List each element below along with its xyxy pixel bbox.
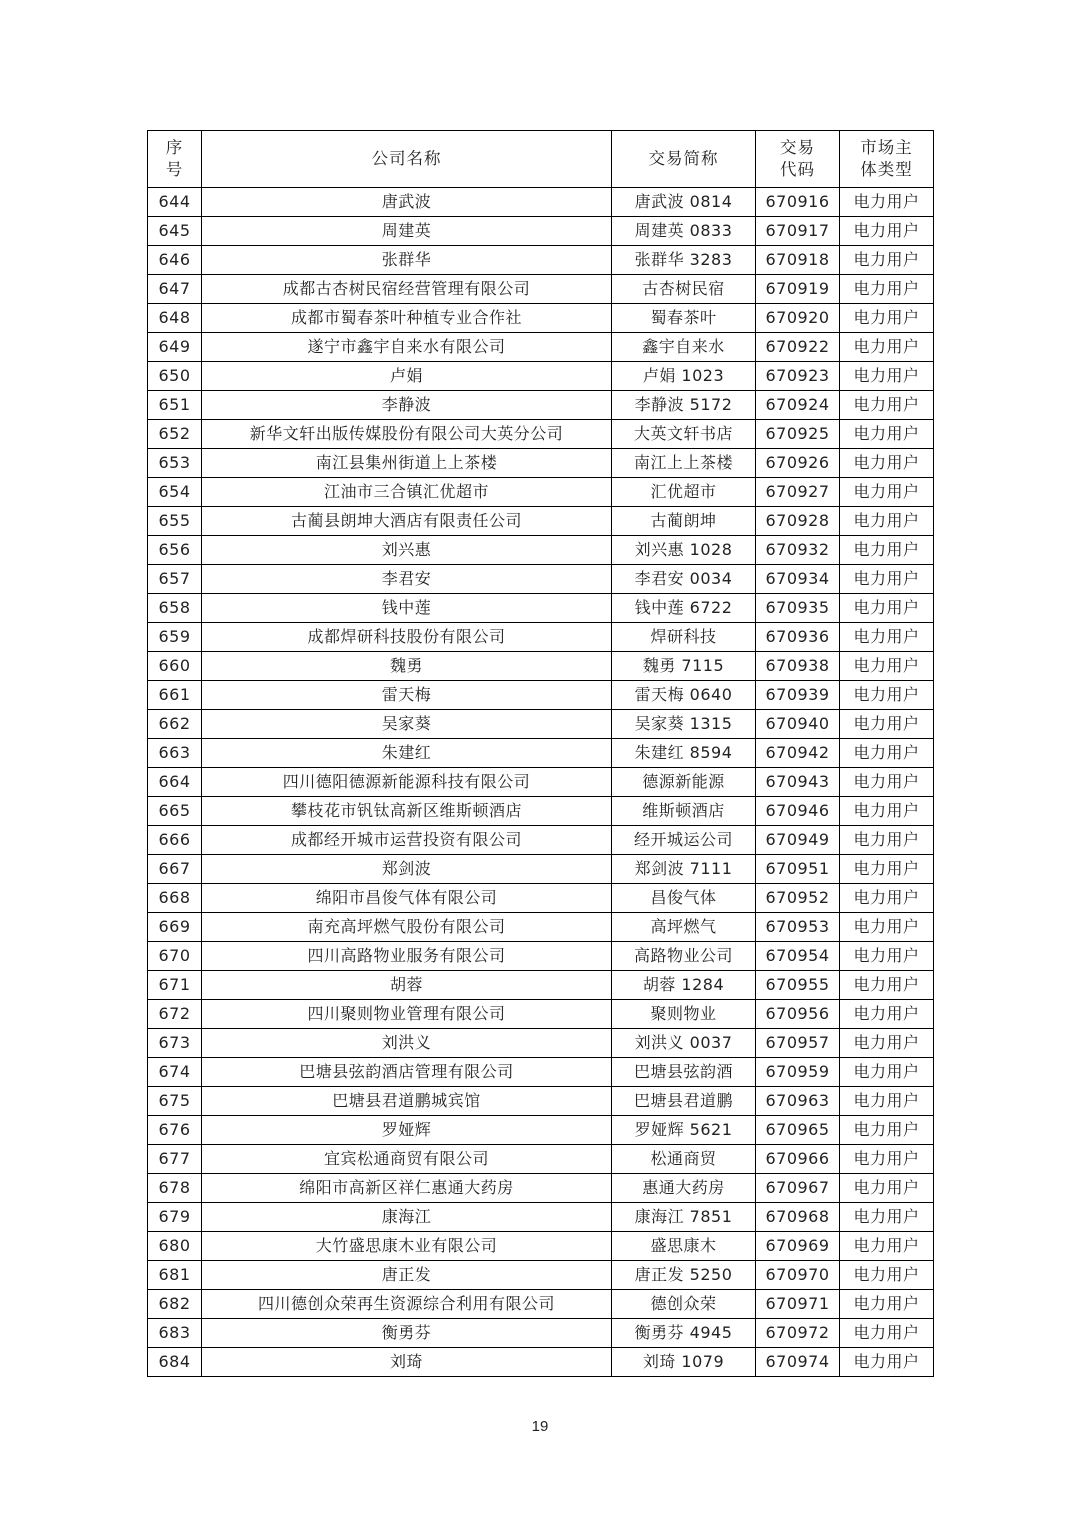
cell-short-name: 罗娅辉 5621 xyxy=(612,1116,756,1145)
table-row xyxy=(148,710,934,739)
cell-company: 巴塘县君道鹏城宾馆 xyxy=(202,1087,612,1116)
table-row xyxy=(148,739,934,768)
cell-company: 周建英 xyxy=(202,217,612,246)
cell-code: 670940 xyxy=(756,710,840,739)
cell-short-name: 蜀春茶叶 xyxy=(612,304,756,333)
cell-short-name: 德源新能源 xyxy=(612,768,756,797)
cell-no: 649 xyxy=(148,333,202,362)
cell-entity-type: 电力用户 xyxy=(840,1174,934,1203)
cell-no: 654 xyxy=(148,478,202,507)
cell-no: 680 xyxy=(148,1232,202,1261)
cell-no: 671 xyxy=(148,971,202,1000)
cell-no: 645 xyxy=(148,217,202,246)
cell-code: 670956 xyxy=(756,1000,840,1029)
cell-short-name: 刘兴惠 1028 xyxy=(612,536,756,565)
cell-no: 664 xyxy=(148,768,202,797)
cell-code: 670968 xyxy=(756,1203,840,1232)
cell-no: 666 xyxy=(148,826,202,855)
table-row xyxy=(148,855,934,884)
header-type-line1: 市场主 xyxy=(860,138,913,157)
cell-code: 670959 xyxy=(756,1058,840,1087)
table-row xyxy=(148,913,934,942)
cell-no: 650 xyxy=(148,362,202,391)
table-row xyxy=(148,681,934,710)
cell-company: 衡勇芬 xyxy=(202,1319,612,1348)
cell-entity-type: 电力用户 xyxy=(840,623,934,652)
table-row xyxy=(148,797,934,826)
cell-short-name: 古杏树民宿 xyxy=(612,275,756,304)
cell-code: 670938 xyxy=(756,652,840,681)
cell-short-name: 雷天梅 0640 xyxy=(612,681,756,710)
cell-no: 644 xyxy=(148,188,202,217)
cell-company: 钱中莲 xyxy=(202,594,612,623)
cell-entity-type: 电力用户 xyxy=(840,536,934,565)
cell-no: 668 xyxy=(148,884,202,913)
cell-entity-type: 电力用户 xyxy=(840,1232,934,1261)
cell-short-name: 周建英 0833 xyxy=(612,217,756,246)
cell-code: 670943 xyxy=(756,768,840,797)
table-header-row xyxy=(148,131,934,188)
table-row xyxy=(148,1087,934,1116)
cell-entity-type: 电力用户 xyxy=(840,971,934,1000)
table-row xyxy=(148,188,934,217)
cell-company: 成都焊研科技股份有限公司 xyxy=(202,623,612,652)
cell-no: 661 xyxy=(148,681,202,710)
cell-no: 682 xyxy=(148,1290,202,1319)
cell-code: 670953 xyxy=(756,913,840,942)
cell-entity-type: 电力用户 xyxy=(840,362,934,391)
cell-entity-type: 电力用户 xyxy=(840,304,934,333)
table-row xyxy=(148,768,934,797)
cell-company: 绵阳市昌俊气体有限公司 xyxy=(202,884,612,913)
cell-company: 江油市三合镇汇优超市 xyxy=(202,478,612,507)
table-row xyxy=(148,478,934,507)
cell-code: 670957 xyxy=(756,1029,840,1058)
table-row xyxy=(148,1058,934,1087)
cell-code: 670951 xyxy=(756,855,840,884)
cell-entity-type: 电力用户 xyxy=(840,739,934,768)
cell-company: 唐武波 xyxy=(202,188,612,217)
cell-code: 670926 xyxy=(756,449,840,478)
header-company: 公司名称 xyxy=(202,131,612,188)
cell-company: 四川德阳德源新能源科技有限公司 xyxy=(202,768,612,797)
table-row xyxy=(148,594,934,623)
cell-entity-type: 电力用户 xyxy=(840,1000,934,1029)
cell-short-name: 吴家葵 1315 xyxy=(612,710,756,739)
cell-code: 670969 xyxy=(756,1232,840,1261)
cell-no: 667 xyxy=(148,855,202,884)
cell-no: 673 xyxy=(148,1029,202,1058)
cell-short-name: 汇优超市 xyxy=(612,478,756,507)
cell-entity-type: 电力用户 xyxy=(840,1348,934,1377)
cell-no: 676 xyxy=(148,1116,202,1145)
cell-code: 670932 xyxy=(756,536,840,565)
cell-company: 成都经开城市运营投资有限公司 xyxy=(202,826,612,855)
cell-short-name: 高路物业公司 xyxy=(612,942,756,971)
table-row xyxy=(148,1261,934,1290)
cell-company: 南充高坪燃气股份有限公司 xyxy=(202,913,612,942)
cell-no: 646 xyxy=(148,246,202,275)
table-body xyxy=(148,188,934,1377)
cell-entity-type: 电力用户 xyxy=(840,594,934,623)
cell-entity-type: 电力用户 xyxy=(840,333,934,362)
cell-entity-type: 电力用户 xyxy=(840,681,934,710)
cell-entity-type: 电力用户 xyxy=(840,710,934,739)
table-row xyxy=(148,246,934,275)
header-code-line1: 交易 xyxy=(780,138,815,157)
cell-company: 李君安 xyxy=(202,565,612,594)
cell-code: 670919 xyxy=(756,275,840,304)
cell-company: 雷天梅 xyxy=(202,681,612,710)
cell-company: 卢娟 xyxy=(202,362,612,391)
cell-company: 大竹盛思康木业有限公司 xyxy=(202,1232,612,1261)
table-row xyxy=(148,1116,934,1145)
table-row xyxy=(148,420,934,449)
cell-short-name: 南江上上茶楼 xyxy=(612,449,756,478)
cell-entity-type: 电力用户 xyxy=(840,855,934,884)
table-row xyxy=(148,217,934,246)
table-row xyxy=(148,565,934,594)
cell-entity-type: 电力用户 xyxy=(840,188,934,217)
cell-code: 670949 xyxy=(756,826,840,855)
table-row xyxy=(148,971,934,1000)
cell-short-name: 维斯顿酒店 xyxy=(612,797,756,826)
cell-company: 四川高路物业服务有限公司 xyxy=(202,942,612,971)
cell-code: 670954 xyxy=(756,942,840,971)
cell-company: 魏勇 xyxy=(202,652,612,681)
cell-code: 670922 xyxy=(756,333,840,362)
table-row xyxy=(148,333,934,362)
header-type-line2: 体类型 xyxy=(860,160,913,179)
cell-code: 670967 xyxy=(756,1174,840,1203)
cell-entity-type: 电力用户 xyxy=(840,217,934,246)
cell-code: 670971 xyxy=(756,1290,840,1319)
cell-company: 刘洪义 xyxy=(202,1029,612,1058)
table-row xyxy=(148,942,934,971)
cell-company: 罗娅辉 xyxy=(202,1116,612,1145)
cell-short-name: 唐武波 0814 xyxy=(612,188,756,217)
cell-entity-type: 电力用户 xyxy=(840,1145,934,1174)
cell-company: 吴家葵 xyxy=(202,710,612,739)
cell-company: 朱建红 xyxy=(202,739,612,768)
cell-code: 670923 xyxy=(756,362,840,391)
cell-no: 655 xyxy=(148,507,202,536)
table-row xyxy=(148,1174,934,1203)
cell-company: 新华文轩出版传媒股份有限公司大英分公司 xyxy=(202,420,612,449)
cell-short-name: 松通商贸 xyxy=(612,1145,756,1174)
header-code xyxy=(756,131,840,188)
cell-short-name: 大英文轩书店 xyxy=(612,420,756,449)
table-row xyxy=(148,449,934,478)
cell-no: 663 xyxy=(148,739,202,768)
cell-no: 677 xyxy=(148,1145,202,1174)
header-code-line2: 代码 xyxy=(780,160,815,179)
cell-company: 宜宾松通商贸有限公司 xyxy=(202,1145,612,1174)
cell-entity-type: 电力用户 xyxy=(840,391,934,420)
cell-short-name: 古蔺朗坤 xyxy=(612,507,756,536)
cell-entity-type: 电力用户 xyxy=(840,565,934,594)
table-row xyxy=(148,1000,934,1029)
cell-short-name: 高坪燃气 xyxy=(612,913,756,942)
header-no xyxy=(148,131,202,188)
cell-company: 巴塘县弦韵酒店管理有限公司 xyxy=(202,1058,612,1087)
cell-entity-type: 电力用户 xyxy=(840,1261,934,1290)
cell-short-name: 魏勇 7115 xyxy=(612,652,756,681)
cell-short-name: 康海江 7851 xyxy=(612,1203,756,1232)
cell-company: 张群华 xyxy=(202,246,612,275)
cell-company: 康海江 xyxy=(202,1203,612,1232)
cell-company: 古蔺县朗坤大酒店有限责任公司 xyxy=(202,507,612,536)
cell-short-name: 经开城运公司 xyxy=(612,826,756,855)
cell-no: 670 xyxy=(148,942,202,971)
cell-company: 成都古杏树民宿经营管理有限公司 xyxy=(202,275,612,304)
cell-company: 攀枝花市钒钛高新区维斯顿酒店 xyxy=(202,797,612,826)
table-row xyxy=(148,826,934,855)
cell-no: 653 xyxy=(148,449,202,478)
cell-short-name: 钱中莲 6722 xyxy=(612,594,756,623)
table-row xyxy=(148,1029,934,1058)
table-row xyxy=(148,275,934,304)
cell-short-name: 聚则物业 xyxy=(612,1000,756,1029)
cell-short-name: 鑫宇自来水 xyxy=(612,333,756,362)
cell-company: 郑剑波 xyxy=(202,855,612,884)
table-row xyxy=(148,391,934,420)
registry-table xyxy=(147,130,934,1377)
cell-short-name: 李静波 5172 xyxy=(612,391,756,420)
cell-no: 648 xyxy=(148,304,202,333)
cell-code: 670966 xyxy=(756,1145,840,1174)
table-row xyxy=(148,536,934,565)
cell-no: 657 xyxy=(148,565,202,594)
table-row xyxy=(148,362,934,391)
cell-short-name: 昌俊气体 xyxy=(612,884,756,913)
cell-code: 670927 xyxy=(756,478,840,507)
cell-short-name: 朱建红 8594 xyxy=(612,739,756,768)
cell-code: 670939 xyxy=(756,681,840,710)
cell-entity-type: 电力用户 xyxy=(840,1319,934,1348)
cell-entity-type: 电力用户 xyxy=(840,942,934,971)
cell-company: 胡蓉 xyxy=(202,971,612,1000)
cell-entity-type: 电力用户 xyxy=(840,1290,934,1319)
cell-short-name: 巴塘县君道鹏 xyxy=(612,1087,756,1116)
cell-entity-type: 电力用户 xyxy=(840,1058,934,1087)
cell-company: 遂宁市鑫宇自来水有限公司 xyxy=(202,333,612,362)
cell-company: 四川德创众荣再生资源综合利用有限公司 xyxy=(202,1290,612,1319)
cell-short-name: 衡勇芬 4945 xyxy=(612,1319,756,1348)
cell-code: 670955 xyxy=(756,971,840,1000)
cell-entity-type: 电力用户 xyxy=(840,797,934,826)
cell-short-name: 张群华 3283 xyxy=(612,246,756,275)
cell-short-name: 惠通大药房 xyxy=(612,1174,756,1203)
cell-short-name: 胡蓉 1284 xyxy=(612,971,756,1000)
cell-entity-type: 电力用户 xyxy=(840,420,934,449)
cell-code: 670935 xyxy=(756,594,840,623)
cell-company: 刘兴惠 xyxy=(202,536,612,565)
cell-no: 672 xyxy=(148,1000,202,1029)
cell-short-name: 巴塘县弦韵酒 xyxy=(612,1058,756,1087)
header-no-line2: 号 xyxy=(165,160,184,179)
cell-short-name: 李君安 0034 xyxy=(612,565,756,594)
cell-code: 670942 xyxy=(756,739,840,768)
cell-entity-type: 电力用户 xyxy=(840,478,934,507)
table-row xyxy=(148,507,934,536)
table-row xyxy=(148,652,934,681)
cell-entity-type: 电力用户 xyxy=(840,1029,934,1058)
cell-code: 670963 xyxy=(756,1087,840,1116)
cell-no: 665 xyxy=(148,797,202,826)
table-row xyxy=(148,1290,934,1319)
cell-short-name: 卢娟 1023 xyxy=(612,362,756,391)
cell-company: 唐正发 xyxy=(202,1261,612,1290)
cell-company: 绵阳市高新区祥仁惠通大药房 xyxy=(202,1174,612,1203)
cell-no: 660 xyxy=(148,652,202,681)
cell-no: 659 xyxy=(148,623,202,652)
table-row xyxy=(148,1348,934,1377)
cell-short-name: 郑剑波 7111 xyxy=(612,855,756,884)
cell-entity-type: 电力用户 xyxy=(840,507,934,536)
cell-code: 670928 xyxy=(756,507,840,536)
page-number: 19 xyxy=(531,1418,549,1435)
cell-code: 670972 xyxy=(756,1319,840,1348)
table-row xyxy=(148,1232,934,1261)
cell-no: 683 xyxy=(148,1319,202,1348)
cell-code: 670965 xyxy=(756,1116,840,1145)
table-row xyxy=(148,623,934,652)
cell-short-name: 刘洪义 0037 xyxy=(612,1029,756,1058)
cell-code: 670974 xyxy=(756,1348,840,1377)
cell-code: 670970 xyxy=(756,1261,840,1290)
cell-entity-type: 电力用户 xyxy=(840,913,934,942)
cell-entity-type: 电力用户 xyxy=(840,275,934,304)
cell-company: 南江县集州街道上上茶楼 xyxy=(202,449,612,478)
cell-short-name: 唐正发 5250 xyxy=(612,1261,756,1290)
table-row xyxy=(148,1319,934,1348)
table-row xyxy=(148,884,934,913)
cell-entity-type: 电力用户 xyxy=(840,1116,934,1145)
cell-code: 670924 xyxy=(756,391,840,420)
cell-no: 678 xyxy=(148,1174,202,1203)
cell-code: 670916 xyxy=(756,188,840,217)
cell-no: 656 xyxy=(148,536,202,565)
cell-entity-type: 电力用户 xyxy=(840,1087,934,1116)
cell-no: 669 xyxy=(148,913,202,942)
cell-no: 652 xyxy=(148,420,202,449)
header-no-line1: 序 xyxy=(165,138,184,157)
cell-short-name: 盛思康木 xyxy=(612,1232,756,1261)
cell-no: 662 xyxy=(148,710,202,739)
cell-code: 670934 xyxy=(756,565,840,594)
cell-entity-type: 电力用户 xyxy=(840,652,934,681)
cell-code: 670946 xyxy=(756,797,840,826)
cell-entity-type: 电力用户 xyxy=(840,1203,934,1232)
cell-code: 670952 xyxy=(756,884,840,913)
cell-code: 670917 xyxy=(756,217,840,246)
table-row xyxy=(148,1203,934,1232)
header-short-name: 交易简称 xyxy=(612,131,756,188)
cell-no: 684 xyxy=(148,1348,202,1377)
cell-no: 651 xyxy=(148,391,202,420)
cell-company: 成都市蜀春茶叶种植专业合作社 xyxy=(202,304,612,333)
table-row xyxy=(148,1145,934,1174)
cell-no: 675 xyxy=(148,1087,202,1116)
cell-code: 670920 xyxy=(756,304,840,333)
cell-company: 李静波 xyxy=(202,391,612,420)
cell-code: 670925 xyxy=(756,420,840,449)
cell-entity-type: 电力用户 xyxy=(840,768,934,797)
cell-no: 679 xyxy=(148,1203,202,1232)
cell-company: 刘琦 xyxy=(202,1348,612,1377)
cell-entity-type: 电力用户 xyxy=(840,449,934,478)
cell-entity-type: 电力用户 xyxy=(840,246,934,275)
cell-entity-type: 电力用户 xyxy=(840,826,934,855)
cell-no: 681 xyxy=(148,1261,202,1290)
cell-no: 647 xyxy=(148,275,202,304)
table-row xyxy=(148,304,934,333)
cell-no: 674 xyxy=(148,1058,202,1087)
cell-no: 658 xyxy=(148,594,202,623)
cell-entity-type: 电力用户 xyxy=(840,884,934,913)
cell-company: 四川聚则物业管理有限公司 xyxy=(202,1000,612,1029)
cell-code: 670936 xyxy=(756,623,840,652)
cell-short-name: 刘琦 1079 xyxy=(612,1348,756,1377)
cell-short-name: 焊研科技 xyxy=(612,623,756,652)
header-entity-type xyxy=(840,131,934,188)
cell-code: 670918 xyxy=(756,246,840,275)
cell-short-name: 德创众荣 xyxy=(612,1290,756,1319)
